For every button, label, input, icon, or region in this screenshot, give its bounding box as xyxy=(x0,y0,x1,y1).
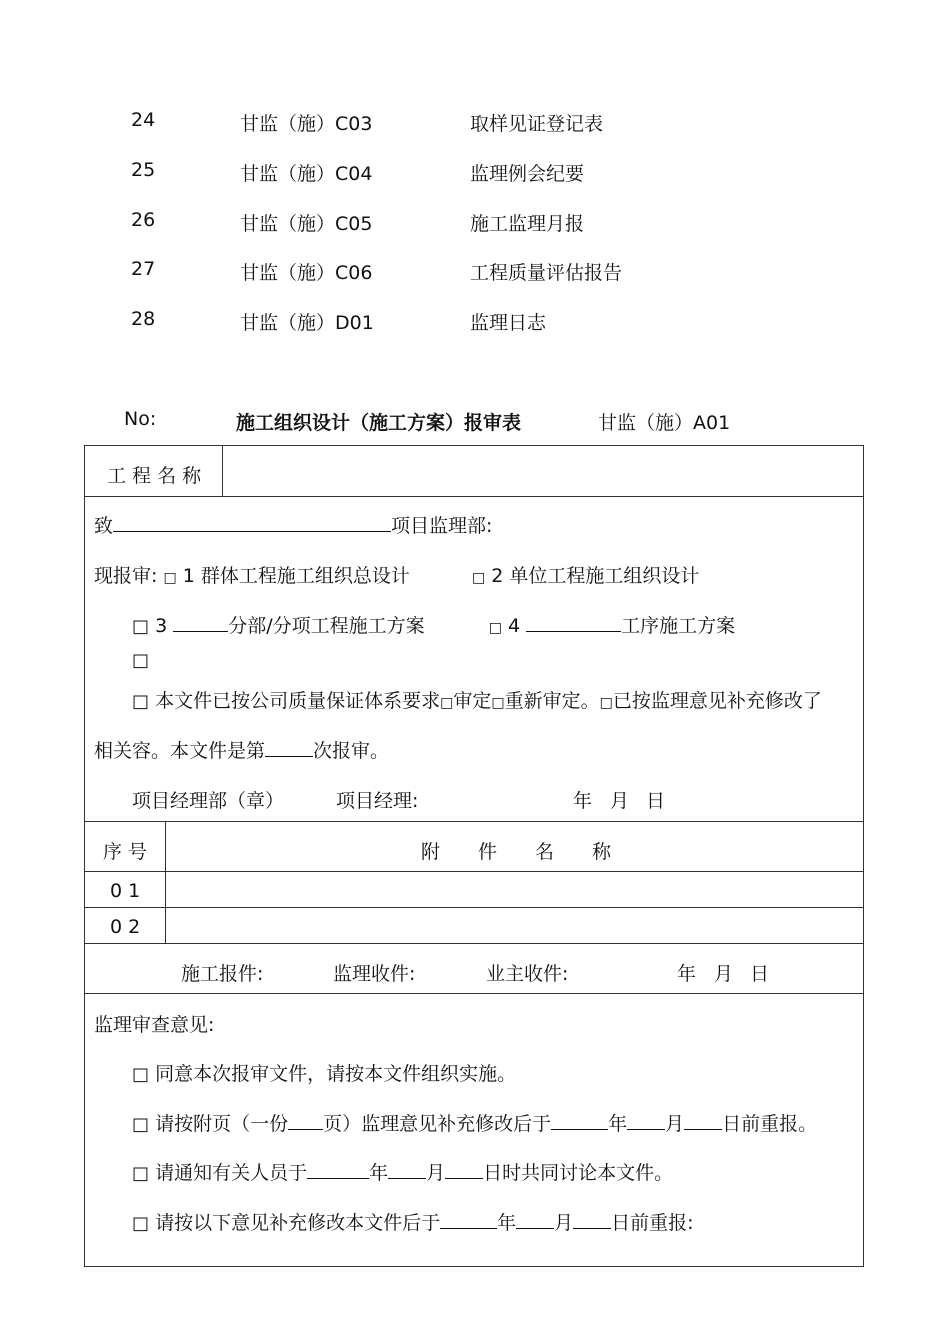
checkbox-2[interactable]: □ xyxy=(471,570,486,586)
list-item xyxy=(0,209,950,239)
form-title: 施工组织设计（施工方案）报审表 xyxy=(236,412,522,434)
item-code: 甘监（施）C05 xyxy=(240,213,373,235)
opinion-checkbox-4[interactable]: □ xyxy=(132,1213,150,1234)
date-day: 日 xyxy=(646,790,666,812)
receive-owner-label: 业主收件: xyxy=(486,963,569,985)
receive-date-year: 年 xyxy=(677,963,697,985)
list-item xyxy=(0,308,950,338)
item-code: 甘监（施）C06 xyxy=(240,262,373,284)
checkbox-1[interactable]: □ xyxy=(163,570,177,586)
receive-date-month: 月 xyxy=(714,963,734,985)
item-name: 监理例会纪要 xyxy=(470,163,585,185)
item-number: 28 xyxy=(131,308,156,330)
form-number-label: No: xyxy=(124,408,157,430)
date-month: 月 xyxy=(610,790,630,812)
statement-line: □ 本文件已按公司质量保证体系要求□审定□重新审定。□已按监理意见补充修改了 xyxy=(132,690,822,712)
receive-date-day: 日 xyxy=(750,963,770,985)
project-name-label: 工 程 名 称 xyxy=(107,465,202,487)
checkbox-5[interactable]: □ xyxy=(132,650,150,671)
opinion-1: □ 同意本次报审文件，请按本文件组织实施。 xyxy=(132,1063,517,1085)
opinion-4: □ 请按以下意见补充修改本文件后于 年 月 日前重报: xyxy=(132,1212,694,1234)
item-name: 取样见证登记表 xyxy=(470,113,604,135)
addressee-line: 致 项目监理部: xyxy=(94,515,493,537)
form-code: 甘监（施）A01 xyxy=(598,412,731,434)
list-item xyxy=(0,258,950,288)
list-item xyxy=(0,159,950,189)
attach-name-header: 附 件 名 称 xyxy=(421,841,612,863)
date-year: 年 xyxy=(573,790,593,812)
item-code: 甘监（施）D01 xyxy=(240,312,374,334)
item-number: 27 xyxy=(131,258,156,280)
item-name: 施工监理月报 xyxy=(470,213,585,235)
opinion-checkbox-1[interactable]: □ xyxy=(132,1064,150,1085)
attach-row-2: 0 2 xyxy=(110,916,141,938)
attach-row-1: 0 1 xyxy=(110,880,141,902)
checkbox-3[interactable]: □ xyxy=(132,616,150,637)
item-number: 24 xyxy=(131,109,156,131)
opinion-3: □ 请通知有关人员于 年 月 日时共同讨论本文件。 xyxy=(132,1162,674,1184)
attach-seq-header: 序 号 xyxy=(103,841,148,863)
item-number: 25 xyxy=(131,159,156,181)
item-code: 甘监（施）C03 xyxy=(240,113,373,135)
statement-line-2: 相关容。本文件是第 次报审。 xyxy=(94,740,390,762)
opinion-checkbox-2[interactable]: □ xyxy=(132,1114,150,1135)
receive-supervisor-label: 监理收件: xyxy=(333,963,416,985)
checkbox-4[interactable]: □ xyxy=(488,620,502,636)
pm-dept-label: 项目经理部（章） xyxy=(132,790,285,812)
receive-construction-label: 施工报件: xyxy=(181,963,264,985)
opinion-checkbox-3[interactable]: □ xyxy=(132,1163,150,1184)
review-form-table xyxy=(84,445,864,1267)
report-options-line: 现报审: □ 1 群体工程施工组织总设计 □ 2 单位工程施工组织设计 xyxy=(94,565,700,587)
report-options-line-2: □ 3 分部/分项工程施工方案 □ 4 工序施工方案 xyxy=(132,615,736,637)
opinion-2: □ 请按附页（一份 页）监理意见补充修改后于 年 月 日前重报。 xyxy=(132,1113,818,1135)
form-title-line xyxy=(0,408,950,438)
item-name: 工程质量评估报告 xyxy=(470,262,623,284)
checkbox-reapprove[interactable]: □ xyxy=(491,695,505,711)
checkbox-revised[interactable]: □ xyxy=(599,695,613,711)
list-item xyxy=(0,109,950,139)
item-code: 甘监（施）C04 xyxy=(240,163,373,185)
item-number: 26 xyxy=(131,209,156,231)
opinion-label: 监理审查意见: xyxy=(94,1014,215,1036)
pm-label: 项目经理: xyxy=(336,790,419,812)
checkbox-approve[interactable]: □ xyxy=(440,695,454,711)
item-name: 监理日志 xyxy=(470,312,547,334)
checkbox-6[interactable]: □ xyxy=(132,691,150,712)
